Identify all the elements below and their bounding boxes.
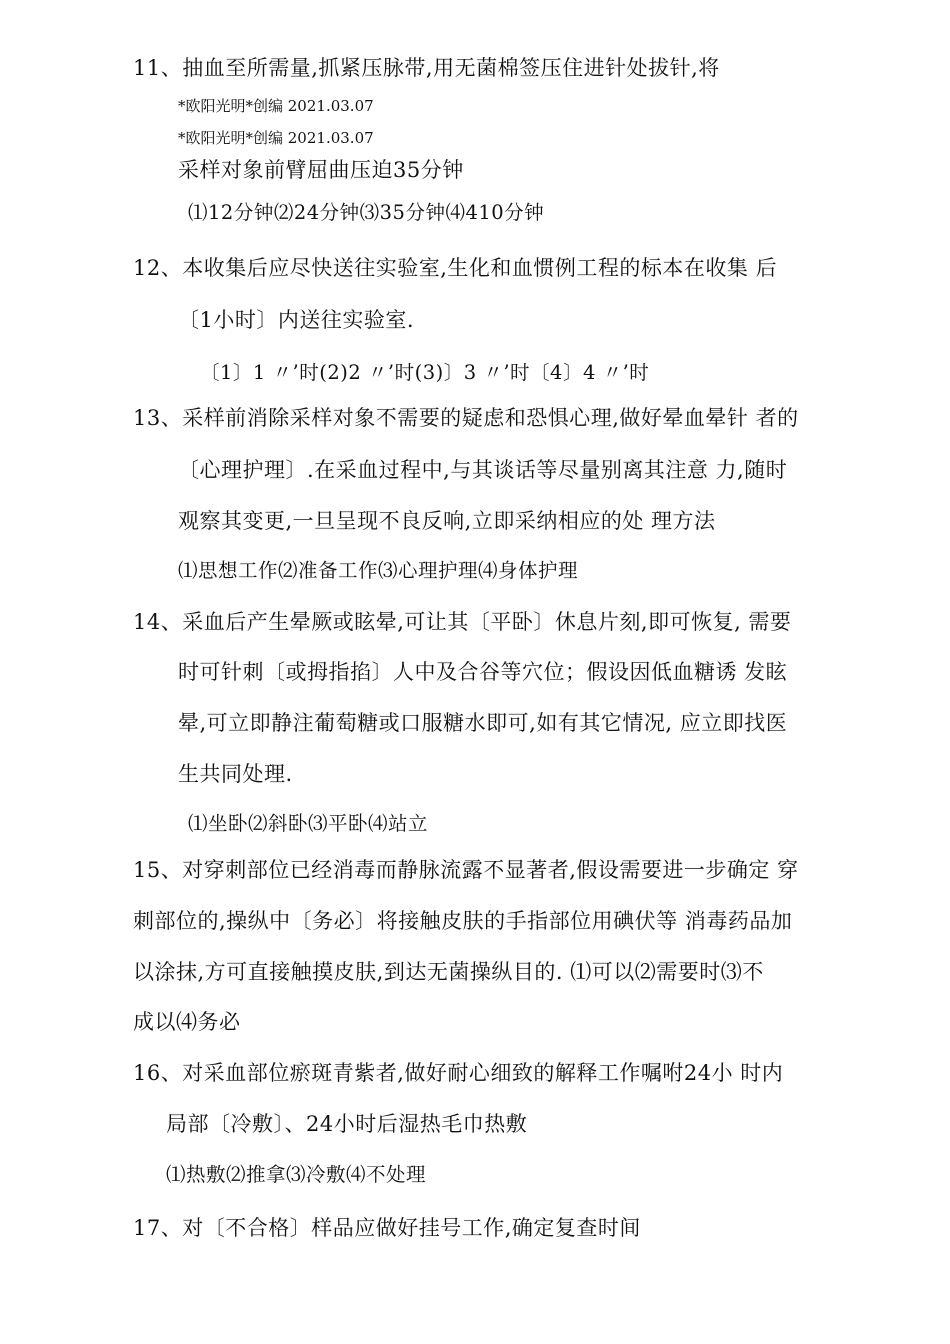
- question-15-line-2: 刺部位的,操纵中〔务必〕将接触皮肤的手指部位用碘伏等 消毒药品加: [133, 909, 793, 933]
- question-12-line-2: 〔1小时〕内送往实验室.: [178, 308, 415, 332]
- question-13-line-1: [133, 404, 799, 432]
- question-text: 采样前消除采样对象不需要的疑虑和恐惧心理,做好晕血晕针 者的: [182, 406, 799, 430]
- question-16-line-2: 局部〔冷敷〕、24小时后湿热毛巾热敷: [166, 1112, 528, 1136]
- question-11-continuation: 采样对象前臂屈曲压迫35分钟: [178, 158, 464, 182]
- question-15-line-1: [133, 856, 799, 884]
- question-text: 对〔不合格〕样品应做好挂号工作,确定复查时间: [182, 1216, 641, 1240]
- question-14-line-2: 时可针刺〔或拇指掐〕人中及合谷等穴位；假设因低血糖诱 发眩: [178, 660, 788, 684]
- question-number: 17、: [133, 1216, 183, 1240]
- question-13-line-3: 观察其变更,一旦呈现不良反响,立即采纳相应的处 理方法: [178, 509, 716, 533]
- question-14-line-3: 晕,可立即静注葡萄糖或口服糖水即可,如有其它情况, 应立即找医: [178, 711, 788, 735]
- question-14-options: ⑴坐卧⑵斜卧⑶平卧⑷站立: [188, 812, 429, 835]
- question-text: 采血后产生晕厥或眩晕,可让其〔平卧〕休息片刻,即可恢复, 需要: [182, 610, 792, 634]
- question-13-options: ⑴思想工作⑵准备工作⑶心理护理⑷身体护理: [178, 559, 579, 582]
- question-12-line-1: [133, 254, 777, 282]
- question-text: 本收集后应尽快送往实验室,生化和血惯例工程的标本在收集 后: [182, 256, 778, 280]
- question-14-line-4: 生共同处理.: [178, 762, 293, 786]
- question-11-line-1: [133, 54, 720, 82]
- question-number: 11、: [133, 56, 183, 80]
- question-14-line-1: [133, 608, 791, 636]
- question-16-options: ⑴热敷⑵推拿⑶冷敷⑷不处理: [166, 1163, 427, 1186]
- question-15-line-4: 成以⑷务必: [133, 1010, 241, 1034]
- question-text: 抽血至所需量,抓紧压脉带,用无菌棉签压住进针处拔针,将: [182, 56, 720, 80]
- question-text: 对穿刺部位已经消毒而静脉流露不显著者,假设需要进一步确定 穿: [182, 858, 799, 882]
- question-number: 13、: [133, 406, 183, 430]
- watermark-note: *欧阳光明*创编 2021.03.07: [178, 97, 374, 115]
- question-number: 15、: [133, 858, 183, 882]
- question-number: 14、: [133, 610, 183, 634]
- watermark-note: *欧阳光明*创编 2021.03.07: [178, 129, 374, 147]
- question-17-line-1: [133, 1214, 641, 1242]
- question-16-line-1: [133, 1059, 783, 1087]
- question-number: 12、: [133, 256, 183, 280]
- question-text: 对采血部位瘀斑青紫者,做好耐心细致的解释工作嘱咐24小 时内: [182, 1061, 784, 1085]
- question-15-line-3: 以涂抹,方可直接触摸皮肤,到达无菌操纵目的. ⑴可以⑵需要时⑶不: [133, 960, 764, 984]
- question-13-line-2: 〔心理护理〕.在采血过程中,与其谈话等尽量别离其注意 力,随时: [178, 458, 788, 482]
- question-12-options: 〔1〕1 〃’时(2)2 〃’时(3)〕3 〃’时〔4〕4 〃’时: [200, 361, 650, 384]
- question-number: 16、: [133, 1061, 183, 1085]
- question-11-options: ⑴12分钟⑵24分钟⑶35分钟⑷410分钟: [188, 201, 545, 224]
